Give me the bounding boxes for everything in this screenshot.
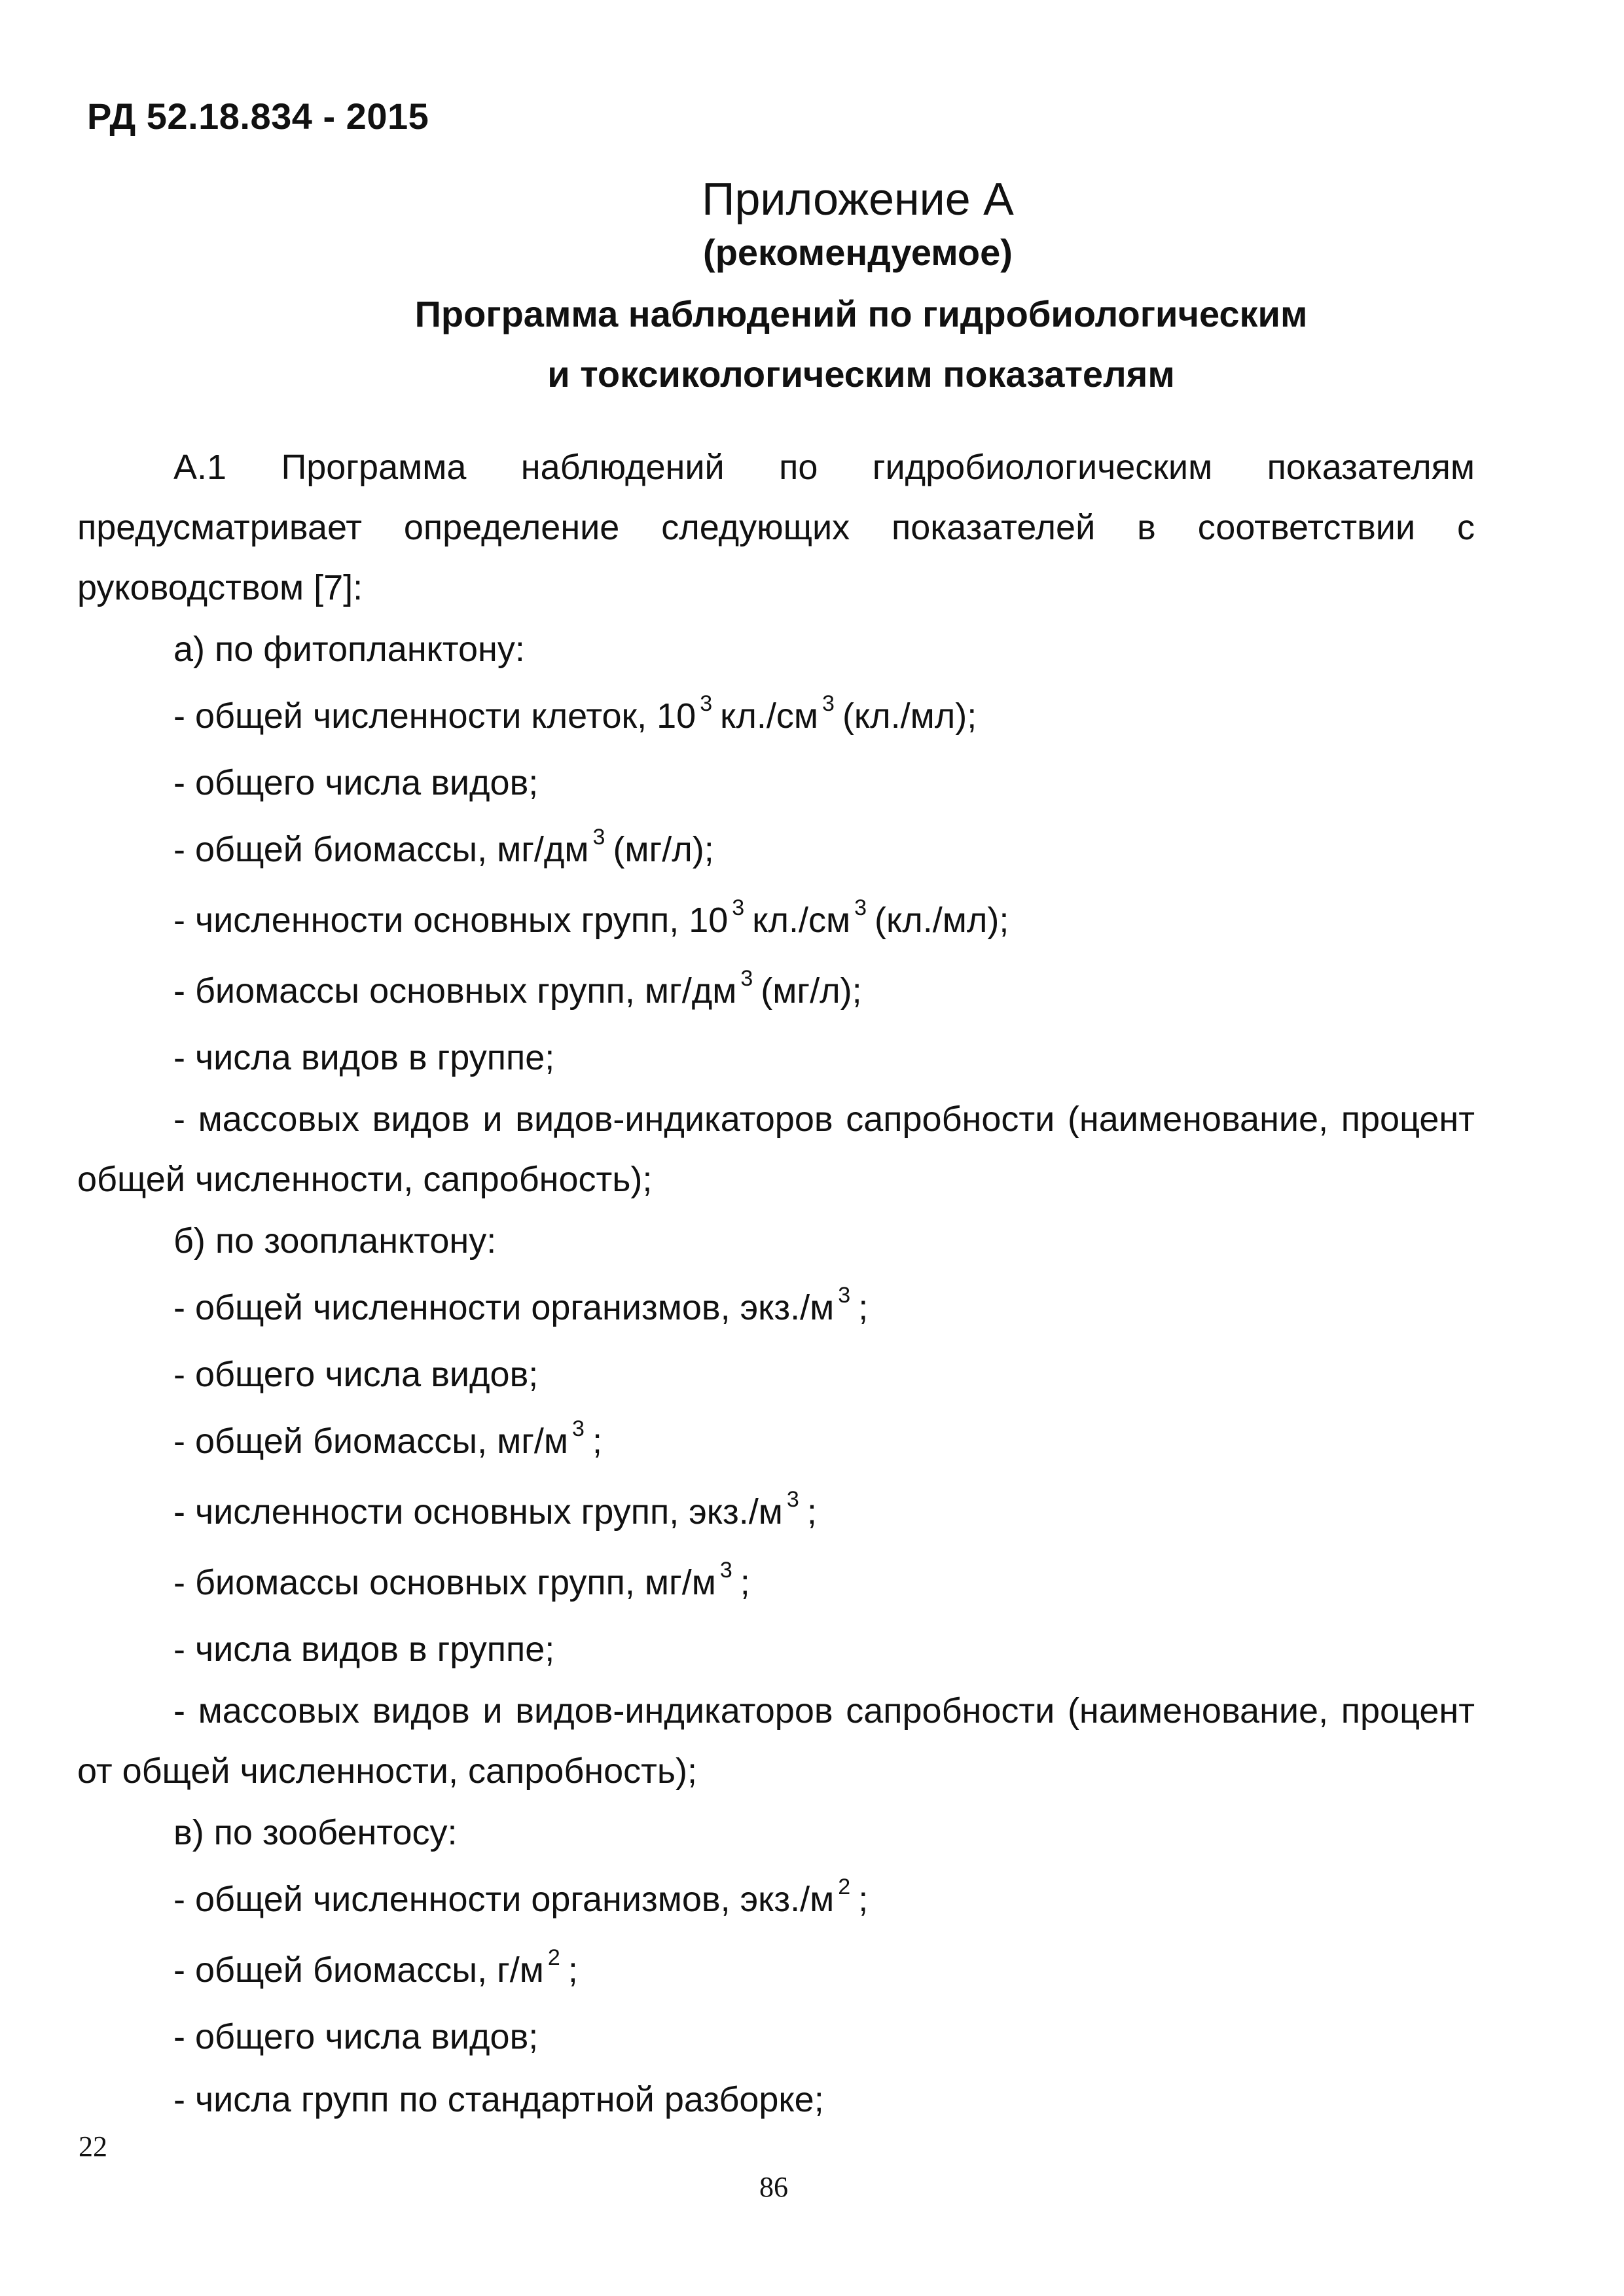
list-item: - массовых видов и видов-индикаторов сапробности (наименование, процент [173,1100,1475,1139]
list-item-continuation: общей численности, сапробность); [77,1160,653,1199]
list-item: - общей биомассы, г/м $^2$ ; [173,1945,578,1990]
list-item: - числа видов в группе; [173,1630,555,1669]
document-body [77,437,1475,2131]
list-item-continuation: от общей численности, сапробность); [77,1751,697,1791]
list-item: - общей численности клеток, 10 $^3$ кл./см $^3$ (кл./мл); [173,691,977,736]
intro-paragraph: А.1 Программа наблюдений по гидробиологическим показателям предусматривает определение следующих показателей в соответствии с [77,448,1475,547]
phytoplankton-heading: а) по фитопланктону: [173,630,525,669]
list-item: - общей численности организмов, экз./м $^3$ ; [173,1283,869,1327]
list-item: - биомассы основных групп, мг/дм $^3$ (мг/л); [173,966,862,1011]
appendix-heading-block [0,171,1624,404]
list-item: - числа видов в группе; [173,1038,555,1077]
list-item: - общего числа видов; [173,1355,539,1394]
list-item: - численности основных групп, 10 $^3$ кл./см $^3$ (кл./мл); [173,895,1009,940]
outer-page-number: 86 [759,2171,788,2203]
intro-paragraph-end: руководством [7]: [77,568,363,607]
list-item: - числа групп по стандартной разборке; [173,2080,824,2119]
list-item: - общей биомассы, мг/дм $^3$ (мг/л); [173,825,714,869]
appendix-subject-line-2: и токсикологическим показателям [547,353,1175,395]
appendix-title: Приложение А [702,173,1014,224]
list-item: - общей численности организмов, экз./м $^2$ ; [173,1874,869,1919]
list-item: - массовых видов и видов-индикаторов сапробности (наименование, процент [173,1691,1475,1731]
zoobenthos-heading: в) по зообентосу: [173,1813,458,1852]
document-code: РД 52.18.834 - 2015 [87,96,429,137]
list-item: - численности основных групп, экз./м $^3$ ; [173,1487,817,1532]
appendix-subject-line-1: Программа наблюдений по гидробиологическим [414,293,1308,334]
list-item: - общего числа видов; [173,763,539,802]
list-item: - биомассы основных групп, мг/м $^3$ ; [173,1558,750,1602]
list-item: - общей биомассы, мг/м $^3$ ; [173,1416,602,1461]
list-item: - общего числа видов; [173,2017,539,2056]
inner-page-number: 22 [79,2130,107,2162]
appendix-status: (рекомендуемое) [703,232,1013,273]
zooplankton-heading: б) по зоопланктону: [173,1221,497,1261]
